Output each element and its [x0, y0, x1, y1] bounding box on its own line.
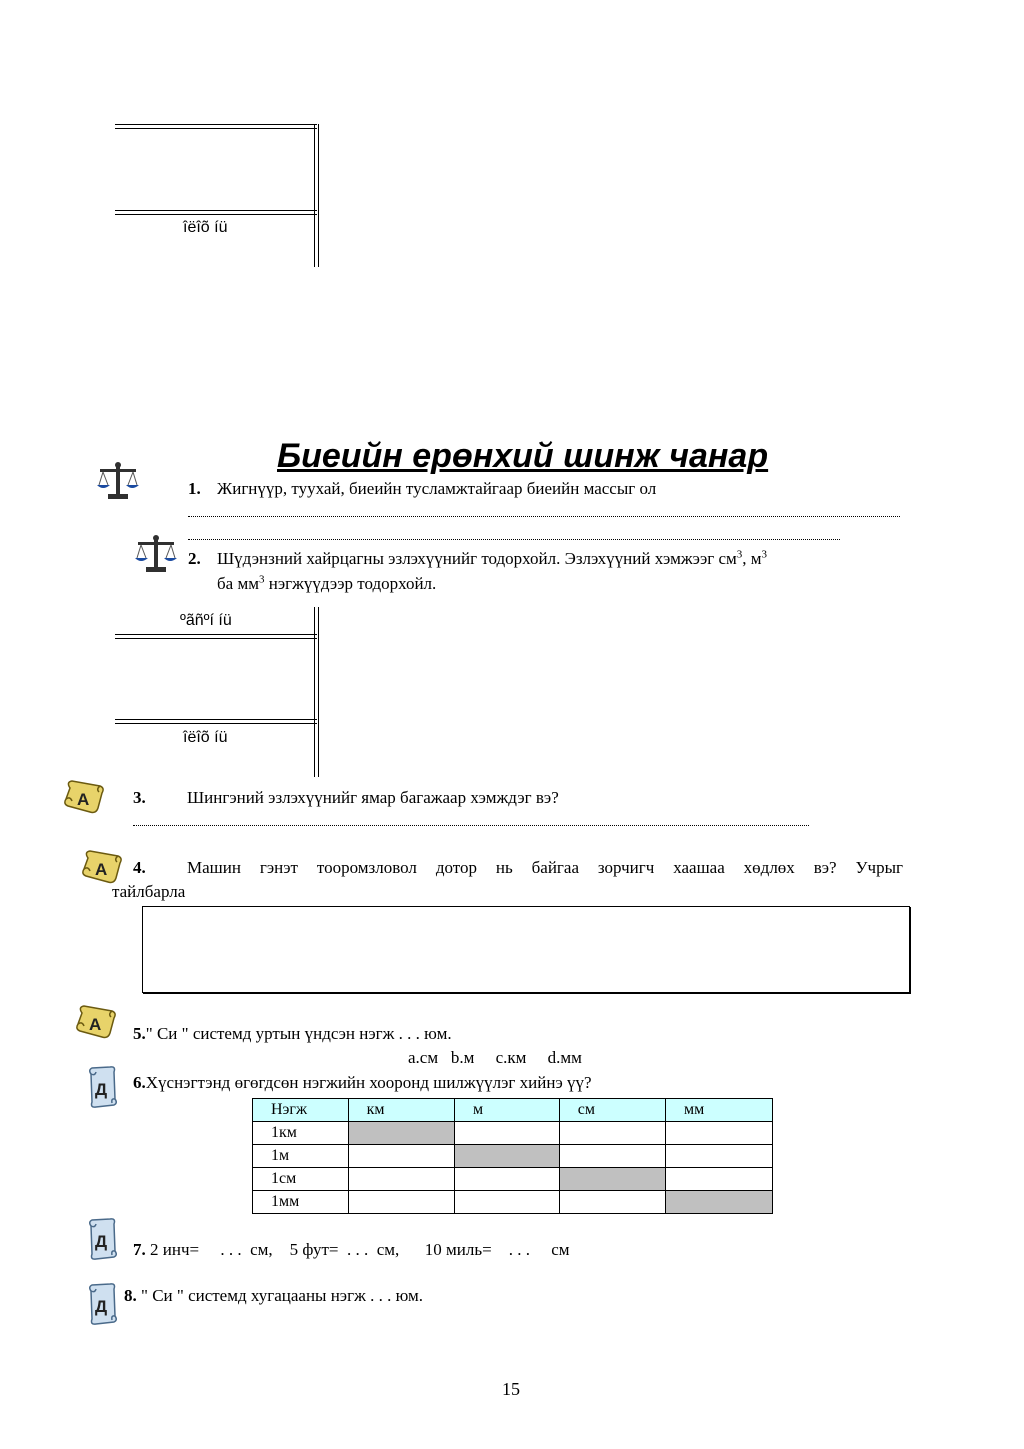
q3-text: Шингэний эзлэхүүнийг ямар багажаар хэмждэг вэ?: [187, 788, 559, 807]
table-cell-answer[interactable]: [559, 1145, 665, 1168]
q7-text: 2 инч= . . . см, 5 фут= . . . см, 10 миль= . . . см: [150, 1240, 570, 1259]
q1-answer-line-1: [188, 504, 900, 517]
table-cell-answer[interactable]: [348, 1191, 454, 1214]
table-row: [253, 1145, 773, 1168]
q2-line-1-b: , м: [742, 549, 762, 568]
top-block-vertical-line: [314, 124, 319, 267]
table-cell-answer[interactable]: [348, 1168, 454, 1191]
table-cell-diagonal: [559, 1168, 665, 1191]
svg-text:Д: Д: [95, 1232, 108, 1251]
q8-number: 8.: [124, 1286, 137, 1305]
table-header-cell: км: [348, 1099, 454, 1122]
table-row: [253, 1168, 773, 1191]
unit-conversion-table: [252, 1098, 773, 1214]
mid-block-top-label: ºãñºí íü: [180, 612, 232, 629]
q8-text: " Си " системд хугацааны нэгж . . . юм.: [141, 1286, 424, 1305]
svg-text:Д: Д: [95, 1297, 108, 1316]
table-header-cell: мм: [666, 1099, 773, 1122]
scroll-letter-d-icon: [86, 1064, 120, 1110]
table-cell-answer[interactable]: [455, 1191, 560, 1214]
table-row-header: 1км: [253, 1122, 349, 1145]
table-cell-answer[interactable]: [666, 1122, 773, 1145]
svg-text:A: A: [95, 860, 108, 879]
q2-line-1-a: Шүдэнзний хайрцагны эзлэхүүнийг тодорхойл. Эзлэхүүний хэмжээг см: [217, 549, 737, 568]
q2-line-2-b: нэгжүүдээр тодорхойл.: [264, 574, 437, 593]
balance-scale-icon: [96, 460, 140, 502]
q2-line-1-sup-2: 3: [761, 548, 768, 561]
table-cell-diagonal: [348, 1122, 454, 1145]
table-cell-answer[interactable]: [666, 1168, 773, 1191]
table-row: [253, 1122, 773, 1145]
svg-text:A: A: [89, 1015, 102, 1034]
q1-number: 1.: [188, 479, 201, 498]
q2-line-2: [217, 573, 436, 595]
scroll-letter-a-icon: [62, 778, 108, 816]
q4-line-1: Машин гэнэт тооромзловол дотор нь байгаа зорчигч хаашаа хөдлөх вэ? Учрыг: [187, 858, 903, 877]
q6-number: 6.: [133, 1073, 146, 1092]
page-number: 15: [502, 1379, 520, 1399]
table-cell-answer[interactable]: [455, 1168, 560, 1191]
mid-block-bottom-label: îëîõ íü: [183, 729, 228, 746]
scroll-letter-d-icon: [86, 1281, 120, 1327]
table-cell-diagonal: [666, 1191, 773, 1214]
table-cell-answer[interactable]: [559, 1191, 665, 1214]
mid-block-top-line: [115, 634, 317, 639]
q2-line-1: [217, 548, 767, 570]
table-row-header: 1см: [253, 1168, 349, 1191]
table-row-header: 1мм: [253, 1191, 349, 1214]
top-block-top-line: [115, 124, 317, 129]
q2-number: 2.: [188, 549, 201, 568]
q6-line: [133, 1072, 592, 1094]
table-header-row: [253, 1099, 773, 1122]
table-row: [253, 1191, 773, 1214]
q4-line-2: тайлбарла: [112, 882, 186, 901]
q5-number: 5.: [133, 1024, 146, 1043]
balance-scale-icon: [134, 533, 178, 575]
q2-line-2-sup: 3: [258, 573, 265, 586]
svg-text:Д: Д: [95, 1080, 108, 1099]
table-header-cell: м: [455, 1099, 560, 1122]
top-block-mid-line: [115, 210, 317, 215]
q3-answer-line: [133, 813, 809, 826]
q6-text: Хүснэгтэнд өгөгдсөн нэгжийн хооронд шилжүүлэг хийнэ үү?: [145, 1073, 592, 1092]
table-cell-answer[interactable]: [348, 1145, 454, 1168]
q7-number: 7.: [133, 1240, 146, 1259]
page-title: Биеийн ерөнхий шинж чанар: [277, 437, 769, 475]
table-cell-answer[interactable]: [666, 1145, 773, 1168]
top-block-bottom-label: îëîõ íü: [183, 219, 228, 236]
table-cell-answer[interactable]: [559, 1122, 665, 1145]
q5-text: " Си " системд уртын үндсэн нэгж . . . юм.: [145, 1024, 452, 1043]
q1-answer-line-2: [188, 527, 840, 540]
q5-options: a.см b.м c.км d.мм: [408, 1048, 582, 1067]
q2-line-2-a: ба мм: [217, 574, 259, 593]
mid-block-mid-line: [115, 719, 317, 724]
scroll-letter-a-icon: [74, 1003, 120, 1041]
mid-block-vertical-line: [314, 607, 319, 777]
table-cell-answer[interactable]: [455, 1122, 560, 1145]
q1-text: Жигнүүр, туухай, биеийн тусламжтайгаар биеийн массыг ол: [217, 479, 657, 498]
q4-number: 4.: [133, 858, 146, 877]
q5-line: [133, 1023, 452, 1045]
q3-number: 3.: [133, 788, 146, 807]
scroll-letter-d-icon: [86, 1216, 120, 1262]
table-row-header: 1м: [253, 1145, 349, 1168]
table-header-cell: Нэгж: [253, 1099, 349, 1122]
table-cell-diagonal: [455, 1145, 560, 1168]
q8-line: [124, 1285, 423, 1307]
q7-line: [133, 1239, 570, 1261]
q4-answer-box[interactable]: [142, 906, 910, 993]
q2-line-1-sup-1: 3: [736, 548, 743, 561]
svg-text:A: A: [77, 790, 90, 809]
table-header-cell: см: [559, 1099, 665, 1122]
